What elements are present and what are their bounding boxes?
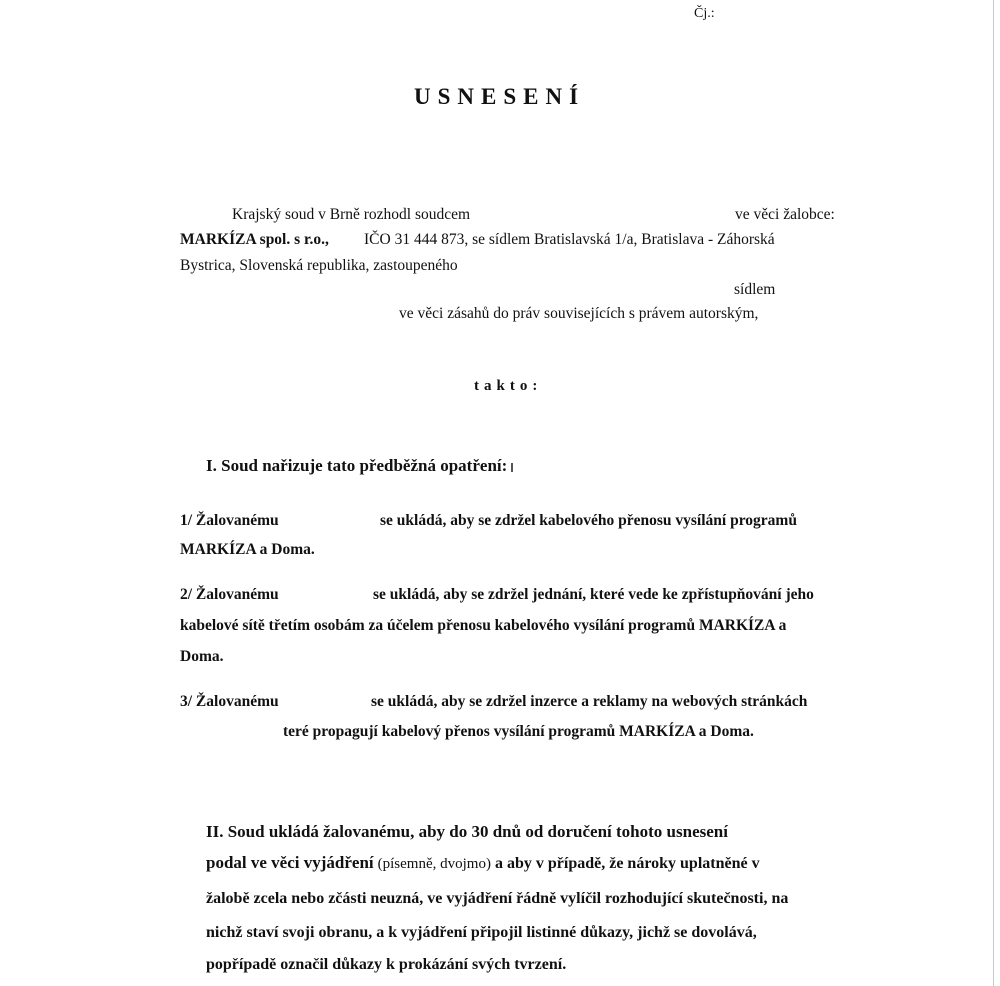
item-3-text: se ukládá, aby se zdržel inzerce a reklamy na webových stránkách xyxy=(371,693,808,710)
section-2-line-5: popřípadě označil důkazy k prokázání svých tvrzení. xyxy=(206,956,567,973)
item-3-text-2: teré propagují kabelový přenos vysílání programů MARKÍZA a Doma. xyxy=(283,723,754,740)
section-2-line-2b: (písemně, dvojmo) xyxy=(377,856,491,872)
case-number-label: Čj.: xyxy=(694,6,715,21)
intro-line-3: Bystrica, Slovenská republika, zastoupeného xyxy=(180,257,458,274)
section-2-line-2a: podal ve věci vyjádření xyxy=(206,853,374,872)
item-2-text: se ukládá, aby se zdržel jednání, které vede ke zpřístupňování jeho xyxy=(373,586,814,603)
intro-line-1a: Krajský soud v Brně rozhodl soudcem xyxy=(232,206,471,223)
section-2-line-4: nichž staví svoji obranu, a k vyjádření připojil listinné důkazy, jichž se dovolává, xyxy=(206,924,757,941)
section-1-heading xyxy=(206,456,513,476)
section-2-line-2c: a aby v případě, že nároky uplatněné v xyxy=(494,855,760,872)
page-edge xyxy=(993,0,994,986)
intro-line-2: IČO 31 444 873, se sídlem Bratislavská 1/a, Bratislava - Záhorská xyxy=(364,231,775,248)
section-2-line-3: žalobě zcela nebo zčásti neuzná, ve vyjádření řádně vylíčil rozhodující skutečnosti, na xyxy=(206,890,789,907)
item-1-lead: 1/ Žalovanému xyxy=(180,512,279,529)
section-2-line-2 xyxy=(206,853,760,873)
intro-line-4: sídlem xyxy=(734,281,776,298)
takto-heading: takto: xyxy=(474,378,543,394)
item-2-lead: 2/ Žalovanému xyxy=(180,586,279,603)
section-2-line-1: II. Soud ukládá žalovanému, aby do 30 dnů od doručení tohoto usnesení xyxy=(206,822,728,841)
item-1-text-2: MARKÍZA a Doma. xyxy=(180,541,315,558)
redaction-mark xyxy=(511,463,513,472)
item-2-text-2: kabelové sítě třetím osobám za účelem přenosu kabelového vysílání programů MARKÍZA a xyxy=(180,617,787,634)
document-title: USNESENÍ xyxy=(414,84,586,109)
item-3-lead: 3/ Žalovanému xyxy=(180,693,279,710)
plaintiff-name: MARKÍZA spol. s r.o., xyxy=(180,231,329,248)
section-1-heading-text: I. Soud nařizuje tato předběžná opatření: xyxy=(206,456,508,475)
intro-line-1b: ve věci žalobce: xyxy=(735,206,835,223)
intro-line-5: ve věci zásahů do práv souvisejících s právem autorským, xyxy=(399,305,759,322)
item-1-text: se ukládá, aby se zdržel kabelového přenosu vysílání programů xyxy=(380,512,797,529)
item-2-text-3: Doma. xyxy=(180,648,224,665)
